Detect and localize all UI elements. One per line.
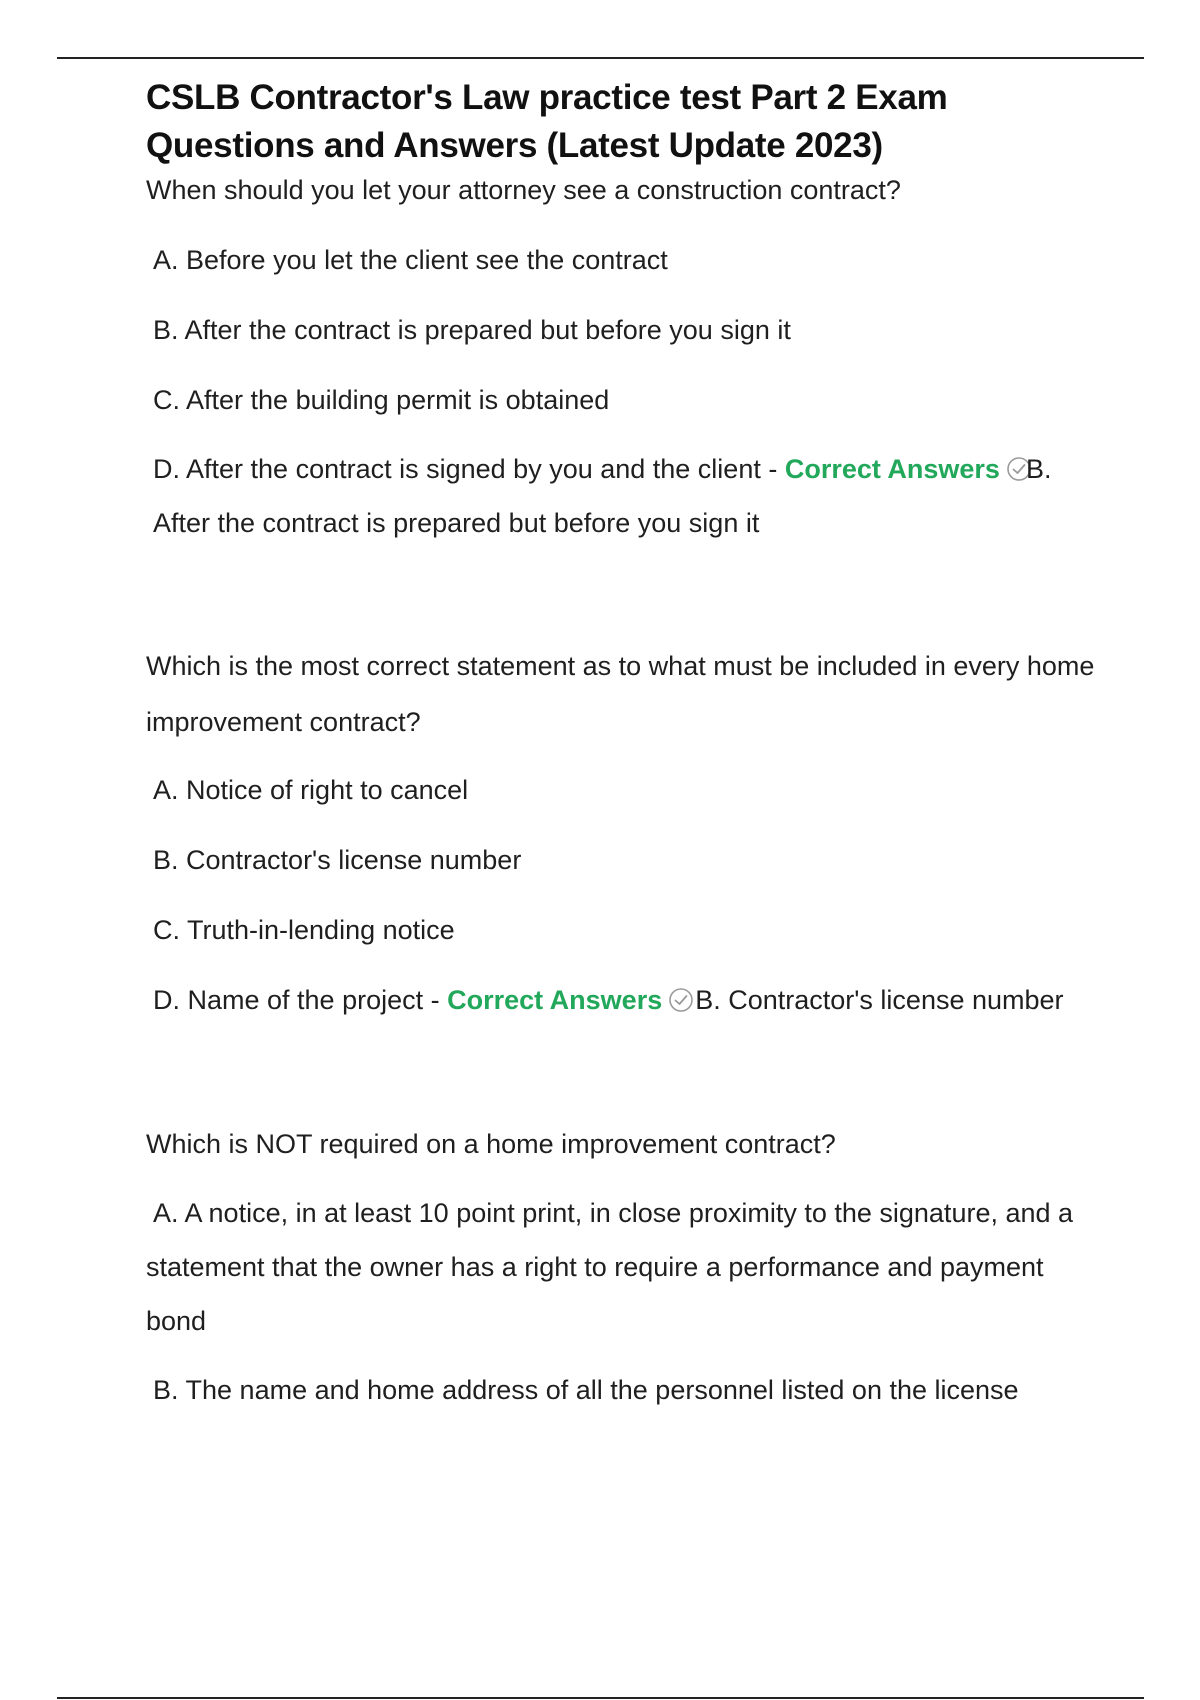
option-b: B. After the contract is prepared but before you sign it	[153, 315, 791, 345]
option-a: A. A notice, in at least 10 point print, in close proximity to the signature, and a statement that the owner has a right to require a performance and payment bond	[146, 1198, 1074, 1336]
question-text: When should you let your attorney see a construction contract?	[146, 175, 901, 205]
option-d: D. After the contract is signed by you and the client -	[153, 454, 778, 484]
correct-answers-label: Correct Answers	[447, 985, 663, 1015]
question-block-3	[146, 1116, 1106, 1418]
correct-answers-label: Correct Answers	[784, 454, 1000, 484]
bottom-rule	[57, 1697, 1144, 1699]
top-rule	[57, 57, 1144, 59]
option-b: B. Contractor's license number	[153, 845, 522, 875]
question-text: Which is the most correct statement as to what must be included in every home improvement contract?	[146, 651, 1095, 737]
option-c: C. After the building permit is obtained	[153, 385, 610, 415]
option-a: A. Notice of right to cancel	[153, 775, 469, 805]
option-d-with-answer	[146, 442, 1106, 550]
page-title: CSLB Contractor's Law practice test Part 2 Exam Questions and Answers (Latest Update 2023)	[146, 78, 948, 165]
answer-text: B. After the contract is prepared but before you sign it	[153, 454, 1052, 538]
option-b: B. The name and home address of all the personnel listed on the license	[153, 1375, 1019, 1405]
answer-text: B. Contractor's license number	[695, 985, 1064, 1015]
document-body	[146, 74, 1106, 1418]
option-c: C. Truth-in-lending notice	[153, 915, 455, 945]
option-d: D. Name of the project -	[153, 985, 440, 1015]
option-a: A. Before you let the client see the contract	[153, 245, 668, 275]
question-text: Which is NOT required on a home improvement contract?	[146, 1129, 836, 1159]
question-block-2	[146, 638, 1106, 1028]
option-d-with-answer	[146, 972, 1106, 1028]
check-circle-icon	[668, 987, 694, 1013]
question-block-1	[146, 162, 1106, 550]
